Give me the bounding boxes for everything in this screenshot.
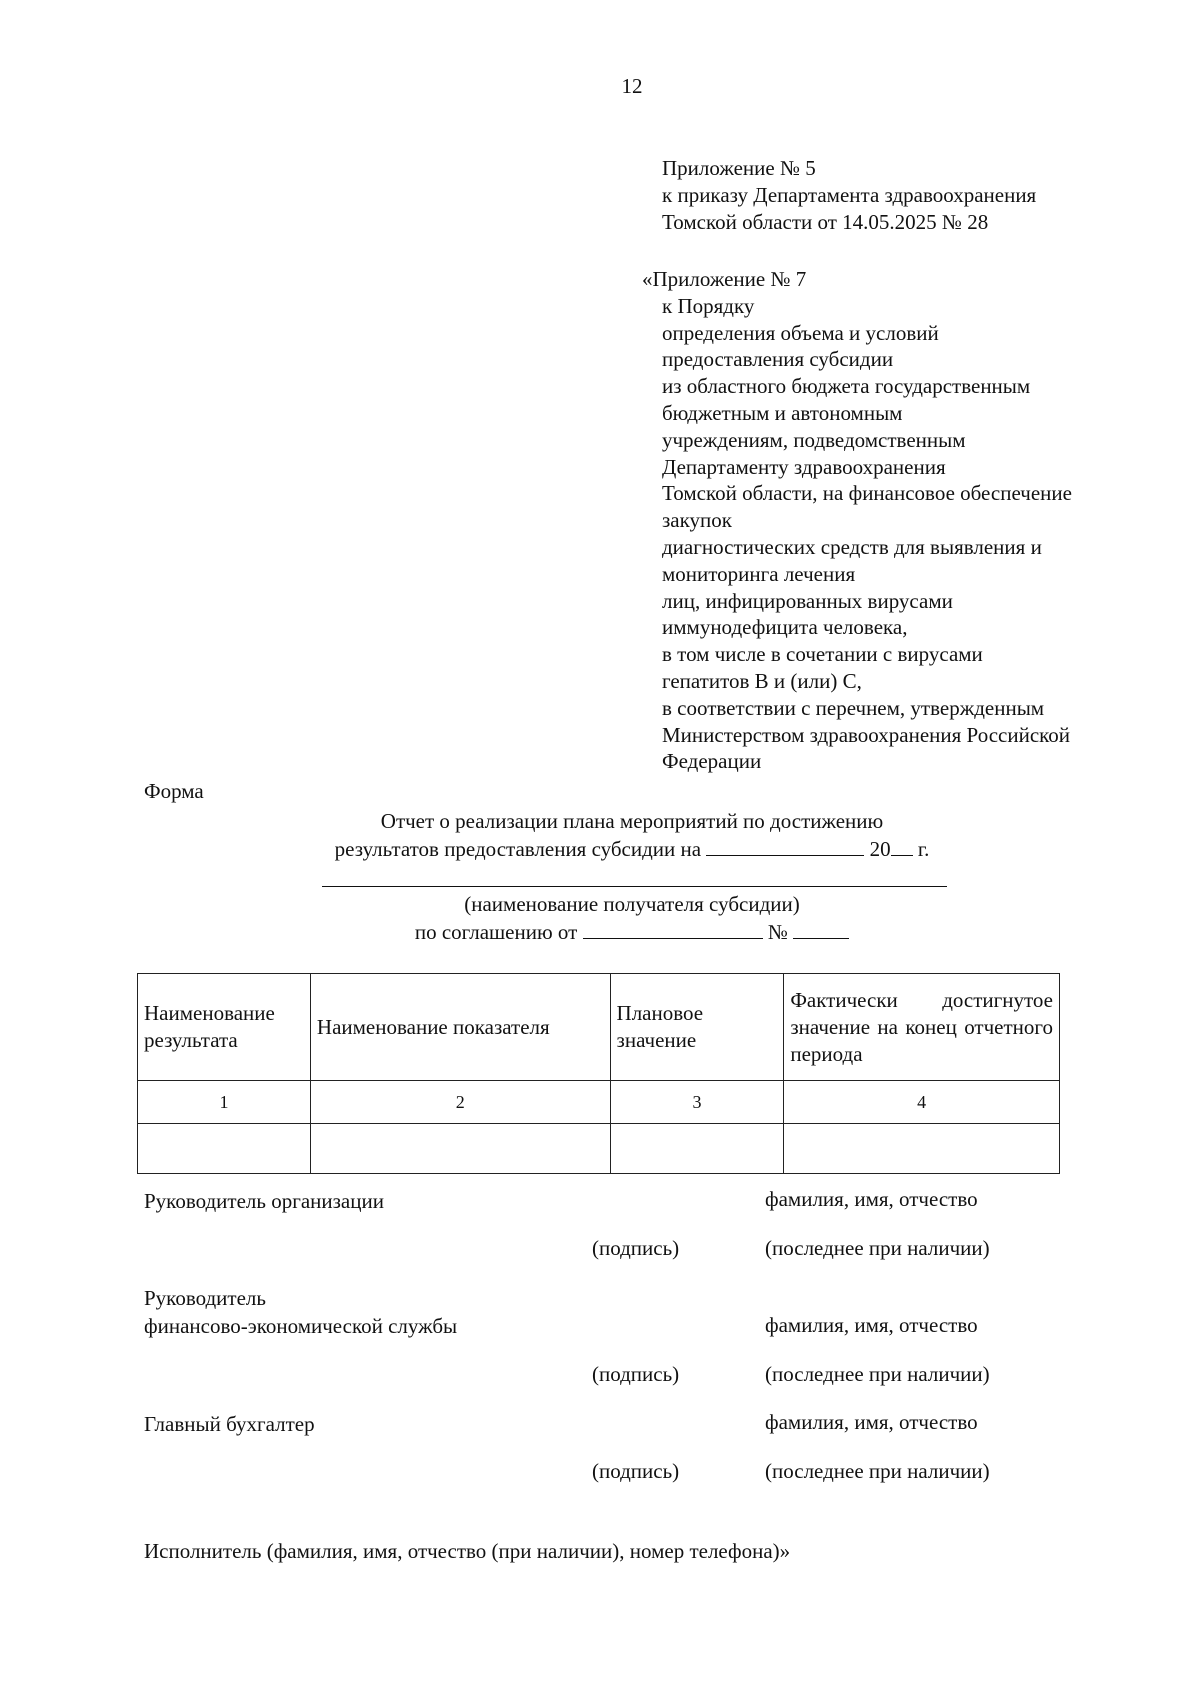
appendix-7-line: Томской области, на финансовое обеспечение [662, 481, 1072, 506]
table-row [138, 1124, 1060, 1174]
appendix-7-line: иммунодефицита человека, [662, 615, 908, 640]
appendix-7-title: «Приложение № 7 [642, 267, 807, 291]
appendix-7-line: Департаменту здравоохранения [662, 454, 946, 479]
appendix-7-line: учреждениям, подведомственным [662, 427, 966, 452]
chief-accountant-label: Главный бухгалтер [144, 1412, 315, 1436]
head-fin-label-line1: Руководитель [144, 1286, 266, 1310]
appendix-7-line: в том числе в сочетании с вирусами [662, 642, 983, 667]
table-cell[interactable] [610, 1124, 784, 1174]
appendix-7-header [642, 266, 1072, 775]
appendix-7-line: определения объема и условий [662, 320, 939, 345]
table-cell[interactable] [310, 1124, 610, 1174]
header-result-name: Наименование результата [138, 974, 311, 1081]
appendix-7-line: лиц, инфицированных вирусами [662, 588, 953, 613]
report-title-line1: Отчет о реализации плана мероприятий по достижению [380, 809, 884, 833]
head-fin-label-line2: финансово-экономической службы [144, 1314, 458, 1338]
column-number: 2 [310, 1081, 610, 1124]
appendix-5-line: Приложение № 5 [662, 156, 816, 180]
performer-line: Исполнитель (фамилия, имя, отчество (при наличии), номер телефона)» [144, 1539, 791, 1563]
report-title [0, 807, 1200, 863]
agreement-date-blank[interactable] [583, 920, 763, 939]
appendix-7-line: бюджетным и автономным [662, 400, 903, 425]
signature-label: (подпись) [592, 1459, 680, 1483]
recipient-name-line[interactable] [322, 886, 947, 887]
results-table [137, 973, 1060, 1174]
appendix-7-line: к Порядку [662, 293, 755, 318]
table-cell[interactable] [784, 1124, 1060, 1174]
last-name-note: (последнее при наличии) [765, 1236, 990, 1260]
appendix-5-header [662, 155, 1036, 235]
appendix-7-line: диагностических средств для выявления и [662, 534, 1042, 559]
recipient-caption: (наименование получателя субсидии) [464, 892, 800, 916]
report-date-blank[interactable] [706, 837, 864, 856]
table-cell[interactable] [138, 1124, 311, 1174]
appendix-7-line: предоставления субсидии [662, 347, 894, 372]
appendix-7-line: мониторинга лечения [662, 561, 856, 586]
column-number: 1 [138, 1081, 311, 1124]
report-title-prefix: результатов предоставления субсидии на [334, 837, 702, 861]
column-number: 4 [784, 1081, 1060, 1124]
signature-label: (подпись) [592, 1236, 680, 1260]
header-actual-value: Фактически достигнутое значение на конец отчетного периода [784, 974, 1060, 1081]
appendix-7-line: Министерством здравоохранения Российской [662, 722, 1071, 747]
appendix-7-line: в соответствии с перечнем, утвержденным [662, 695, 1045, 720]
report-year-suffix: г. [917, 837, 930, 861]
column-number: 3 [610, 1081, 784, 1124]
header-planned-value: Плановое значение [610, 974, 784, 1081]
signature-label: (подпись) [592, 1362, 680, 1386]
fio-label: фамилия, имя, отчество [765, 1187, 978, 1211]
appendix-7-line: закупок [662, 508, 732, 533]
page-number: 12 [621, 74, 643, 98]
header-indicator-name: Наименование показателя [310, 974, 610, 1081]
appendix-7-line: из областного бюджета государственным [662, 374, 1031, 399]
table-number-row [138, 1081, 1060, 1124]
report-year-prefix: 20 [869, 837, 891, 861]
report-year-blank[interactable] [891, 837, 913, 856]
last-name-note: (последнее при наличии) [765, 1459, 990, 1483]
agreement-number-blank[interactable] [793, 920, 849, 939]
appendix-5-line: Томской области от 14.05.2025 № 28 [662, 209, 989, 234]
table-header-row [138, 974, 1060, 1081]
appendix-7-line: гепатитов В и (или) С, [662, 668, 862, 693]
fio-label: фамилия, имя, отчество [765, 1313, 978, 1337]
last-name-note: (последнее при наличии) [765, 1362, 990, 1386]
form-label: Форма [144, 779, 204, 803]
appendix-5-line: к приказу Департамента здравоохранения [662, 182, 1037, 207]
agreement-prefix: по соглашению от [414, 920, 578, 944]
head-org-label: Руководитель организации [144, 1189, 384, 1213]
number-sign: № [767, 920, 788, 944]
fio-label: фамилия, имя, отчество [765, 1410, 978, 1434]
appendix-7-line: Федерации [662, 749, 762, 774]
agreement-line [0, 920, 1200, 945]
report-title-line2 [0, 835, 1200, 863]
